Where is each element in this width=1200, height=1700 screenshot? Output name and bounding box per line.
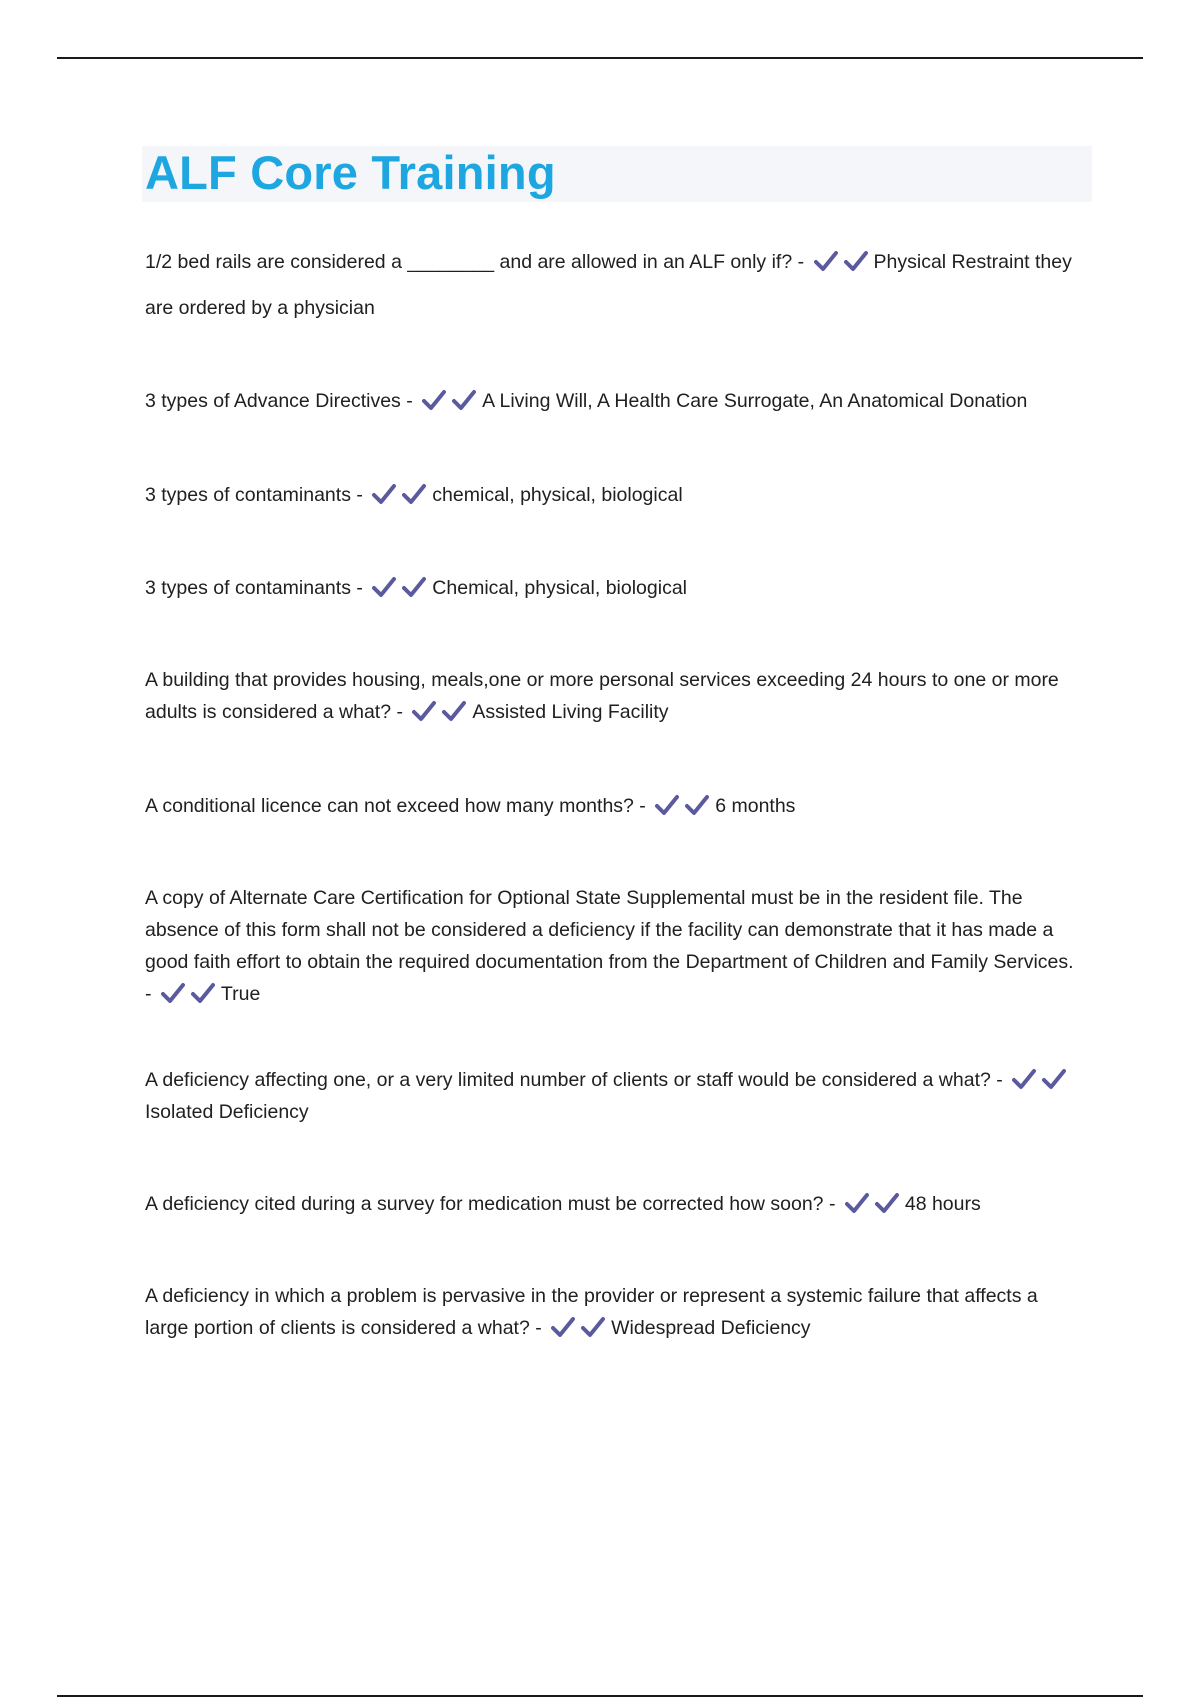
checkmark-icon	[875, 1192, 899, 1214]
checkmark-icon	[161, 982, 185, 1004]
answer-text: Assisted Living Facility	[472, 701, 669, 723]
check-pair	[655, 795, 715, 817]
qa-item	[145, 479, 1085, 511]
checkmark-icon	[412, 700, 436, 722]
checkmark-icon	[1012, 1068, 1036, 1090]
checkmark-icon	[422, 389, 446, 411]
answer-text: Physical Restraint they are ordered by a physician	[145, 251, 1072, 319]
qa-item	[145, 1064, 1085, 1128]
checkmark-icon	[551, 1316, 575, 1338]
question-text: A deficiency cited during a survey for medication must be corrected how soon? -	[145, 1193, 836, 1215]
check-pair	[1012, 1069, 1072, 1091]
check-pair	[422, 390, 482, 412]
qa-item	[145, 882, 1085, 1010]
checkmark-icon	[452, 389, 476, 411]
check-pair	[814, 251, 874, 273]
answer-text: 6 months	[715, 795, 796, 817]
checkmark-icon	[844, 250, 868, 272]
qa-item	[145, 239, 1085, 331]
question-text: 3 types of contaminants -	[145, 577, 363, 599]
answer-text: True	[220, 983, 261, 1005]
question-text: A deficiency in which a problem is pervasive in the provider or represent a systemic failure that affects a large portion of clients is considered a what? -	[145, 1285, 1038, 1339]
qa-item	[145, 1188, 1085, 1220]
checkmark-icon	[402, 483, 426, 505]
check-pair	[372, 484, 432, 506]
answer-text: chemical, physical, biological	[432, 484, 683, 506]
check-pair	[161, 983, 221, 1005]
question-text: A deficiency affecting one, or a very limited number of clients or staff would be considered a what? -	[145, 1069, 1003, 1091]
question-text: A copy of Alternate Care Certification for Optional State Supplemental must be in the resident file. The absence of this form shall not be considered a deficiency if the facility can demonstrate that it has made a good faith effort to obtain the required documentation from the Department of Children and Family Services. -	[145, 887, 1074, 1005]
answer-text: Widespread Deficiency	[611, 1317, 811, 1339]
check-pair	[845, 1193, 905, 1215]
bottom-rule	[57, 1695, 1143, 1697]
page-title: ALF Core Training	[145, 146, 556, 199]
answer-text: 48 hours	[904, 1193, 981, 1215]
question-text: 1/2 bed rails are considered a ________ and are allowed in an ALF only if? -	[145, 251, 805, 273]
question-text: A conditional licence can not exceed how many months? -	[145, 795, 646, 817]
question-text: 3 types of Advance Directives -	[145, 390, 413, 412]
checkmark-icon	[655, 794, 679, 816]
qa-item	[145, 790, 1085, 822]
checkmark-icon	[814, 250, 838, 272]
qa-item	[145, 664, 1085, 728]
check-pair	[551, 1317, 611, 1339]
checkmark-icon	[191, 982, 215, 1004]
checkmark-icon	[372, 483, 396, 505]
answer-text: A Living Will, A Health Care Surrogate, An Anatomical Donation	[482, 390, 1028, 412]
checkmark-icon	[1042, 1068, 1066, 1090]
qa-item	[145, 385, 1085, 417]
checkmark-icon	[845, 1192, 869, 1214]
top-rule	[57, 57, 1143, 59]
question-text: 3 types of contaminants -	[145, 484, 363, 506]
answer-text: Isolated Deficiency	[145, 1101, 309, 1123]
answer-text: Chemical, physical, biological	[432, 577, 687, 599]
question-text: A building that provides housing, meals,one or more personal services exceeding 24 hours to one or more adults is considered a what? -	[145, 669, 1059, 723]
qa-item	[145, 1280, 1085, 1344]
checkmark-icon	[372, 576, 396, 598]
checkmark-icon	[581, 1316, 605, 1338]
check-pair	[412, 701, 472, 723]
check-pair	[372, 577, 432, 599]
qa-item	[145, 572, 1085, 604]
checkmark-icon	[442, 700, 466, 722]
checkmark-icon	[685, 794, 709, 816]
checkmark-icon	[402, 576, 426, 598]
